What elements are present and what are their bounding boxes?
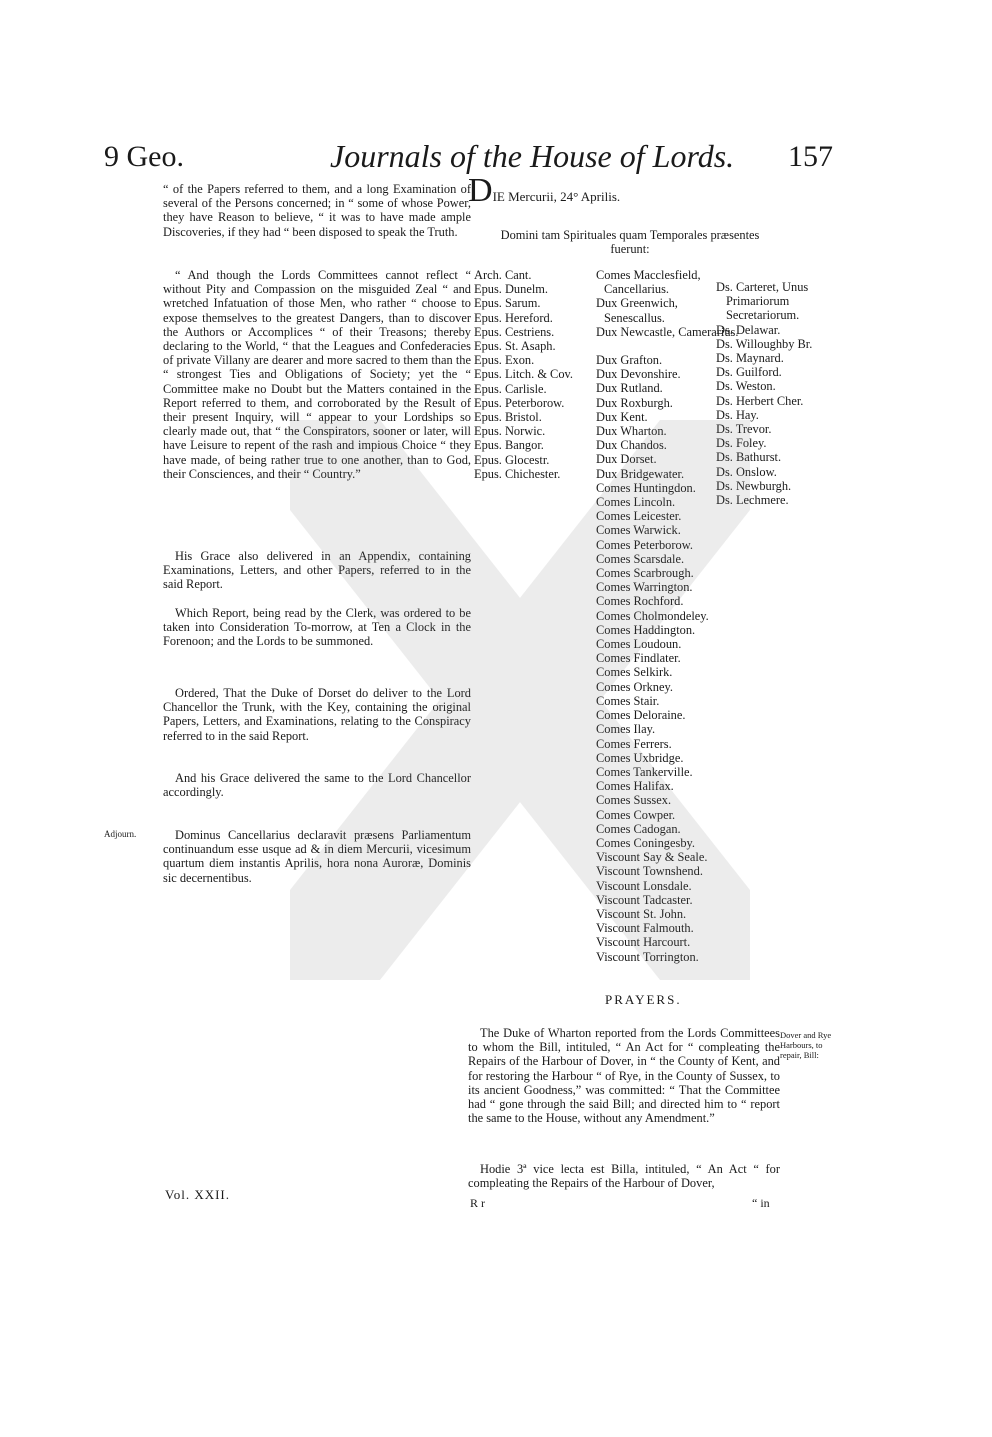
list-item: Comes Ferrers.: [596, 736, 672, 751]
list-item: Dux Roxburgh.: [596, 395, 673, 410]
list-item: Ds. Carteret, Unus: [716, 280, 809, 294]
list-item: Comes Huntingdon.: [596, 480, 696, 495]
list-item: Comes Ilay.: [596, 722, 656, 737]
list-item: Ds. Weston.: [716, 379, 776, 394]
list-item: Ds. Foley.: [716, 436, 767, 451]
list-item: Ds. Lechmere.: [716, 493, 789, 508]
list-item: Comes Cadogan.: [596, 821, 681, 836]
list-item: Viscount Torrington.: [596, 949, 699, 964]
list-item: Epus. Norwic.: [474, 424, 546, 439]
list-item: Comes Leicester.: [596, 509, 682, 524]
list-item: Comes Rochford.: [596, 594, 684, 609]
list-item: Epus. Sarum.: [474, 296, 541, 311]
list-item: Comes Halifax.: [596, 779, 674, 794]
list-item: Ds. Delawar.: [716, 322, 781, 337]
volume-label: Vol. XXII.: [165, 1187, 231, 1202]
right-column-para2: [468, 1162, 780, 1190]
list-item: Ds. Maynard.: [716, 351, 784, 366]
list-item: Epus. Litch. & Cov.: [474, 367, 574, 382]
paragraph: Hodie 3ª vice lecta est Billa, intituled, “ An Act “ for compleating the Repairs of the Harbour of Dover,: [468, 1162, 780, 1191]
list-item: Comes Orkney.: [596, 679, 673, 694]
list-item: Comes Coningesby.: [596, 835, 696, 850]
list-item: Ds. Guilford.: [716, 365, 782, 380]
left-column-para5: [163, 686, 471, 743]
list-item: Dux Kent.: [596, 409, 648, 424]
list-item: Viscount Tadcaster.: [596, 892, 693, 907]
list-item: Comes Lincoln.: [596, 495, 676, 510]
list-item: Epus. Peterborow.: [474, 395, 565, 410]
left-column-para2: [163, 268, 471, 481]
list-item: Comes Tankerville.: [596, 764, 693, 779]
list-item: Epus. Exon.: [474, 353, 535, 368]
domini-line: Domini tam Spirituales quam Temporales præsentes fuerunt:: [500, 228, 760, 256]
paragraph: Ordered, That the Duke of Dorset do deliver to the Lord Chancellor the Trunk, with the Key, containing the original Papers, Letters, and Examinations, relating to the Conspiracy referred to in the said Report.: [163, 686, 471, 743]
list-item: Comes Selkirk.: [596, 665, 673, 680]
list-item: Comes Cowper.: [596, 807, 676, 822]
running-head-left: 9 Geo.: [104, 140, 184, 173]
list-item: Comes Sussex.: [596, 793, 672, 808]
left-column: [163, 182, 471, 239]
list-item: Epus. Dunelm.: [474, 282, 548, 297]
list-item: Cancellarius.: [604, 282, 670, 297]
list-item: Comes Stair.: [596, 693, 660, 708]
list-item: Ds. Willoughby Br.: [716, 336, 813, 351]
list-item: Arch. Cant.: [474, 268, 532, 282]
list-item: Dux Wharton.: [596, 424, 667, 439]
list-item: Ds. Newburgh.: [716, 478, 792, 493]
list-item: Ds. Hay.: [716, 407, 759, 422]
list-item: Comes Scarbrough.: [596, 566, 694, 581]
paragraph: The Duke of Wharton reported from the Lords Committees to whom the Bill, intituled, “ An Act for “ compleating the Repairs of the Harbour of Dover, in “ the County of Kent, and for restoring the Harbour “ of Rye, in the County of Sussex, to its ancient Goodness,” was committed: “ That the Committee had “ gone through the said Bill; and directed him to “ report the same to the House, without any Amendment.”: [468, 1026, 780, 1126]
temporal-lords-right-list: [716, 280, 836, 507]
list-item: Ds. Trevor.: [716, 422, 772, 437]
list-item: Comes Cholmondeley.: [596, 608, 709, 623]
list-item: Comes Macclesfield,: [596, 268, 701, 282]
drop-initial: D: [468, 172, 493, 209]
list-item: Comes Findlater.: [596, 651, 681, 666]
paragraph: And his Grace delivered the same to the Lord Chancellor accordingly.: [163, 771, 471, 800]
list-item: Dux Chandos.: [596, 438, 667, 453]
left-column-para3: [163, 549, 471, 592]
list-item: Viscount Harcourt.: [596, 935, 691, 950]
catchword: “ in: [752, 1196, 770, 1210]
list-item: Viscount Lonsdale.: [596, 878, 692, 893]
list-item: Dux Bridgewater.: [596, 466, 685, 481]
list-item: Dux Newcastle, Camerarius.: [596, 324, 739, 339]
list-item: Dux Dorset.: [596, 452, 657, 467]
list-item: Comes Deloraine.: [596, 708, 686, 723]
right-column-para1: [468, 1026, 780, 1125]
margin-note-dover-rye: Dover and Rye Harbours, to repair, Bill:: [780, 1030, 832, 1060]
left-column-para7: [163, 828, 471, 885]
list-item: Comes Scarsdale.: [596, 551, 685, 566]
list-item: Epus. Cestriens.: [474, 324, 555, 339]
list-item: Epus. St. Asaph.: [474, 339, 556, 354]
paragraph: “ of the Papers referred to them, and a long Examination of several of the Persons concerned; in “ some of whose Power, they have Reason to believe, “ it was to have made ample Discoveries, if they had “ been disposed to speak the Truth.: [163, 182, 471, 239]
list-item: Comes Warwick.: [596, 523, 681, 538]
list-item: Dux Grafton.: [596, 353, 663, 368]
paragraph: Which Report, being read by the Clerk, was ordered to be taken into Consideration To-morrow, at Ten a Clock in the Forenoon; and the Lords to be summoned.: [163, 606, 471, 649]
spiritual-lords-list: [474, 268, 573, 481]
list-item: Ds. Herbert Cher.: [716, 393, 804, 408]
list-item: Viscount Say & Seale.: [596, 850, 708, 865]
left-column-para6: [163, 771, 471, 799]
list-item: Epus. Carlisle.: [474, 381, 547, 396]
list-item: Primariorum Secretariorum.: [726, 294, 800, 323]
list-item: Comes Haddington.: [596, 622, 696, 637]
list-item: Dux Rutland.: [596, 381, 663, 396]
list-item: Viscount Falmouth.: [596, 921, 694, 936]
list-item: Epus. Hereford.: [474, 310, 553, 325]
prayers-heading: PRAYERS.: [605, 992, 682, 1007]
list-item: Comes Uxbridge.: [596, 750, 684, 765]
list-item: Ds. Bathurst.: [716, 450, 782, 465]
die-heading-text: IE Mercurii, 24° Aprilis.: [492, 189, 621, 204]
list-item: Dux Greenwich,: [596, 296, 678, 311]
list-item: Epus. Bangor.: [474, 438, 544, 453]
margin-note-adjourn: Adjourn.: [104, 829, 137, 839]
list-item: Comes Peterborow.: [596, 537, 693, 552]
list-item: Epus. Bristol.: [474, 410, 542, 425]
list-item: Viscount St. John.: [596, 906, 687, 921]
list-item: Epus. Glocestr.: [474, 452, 550, 467]
die-heading: [468, 172, 788, 209]
list-item: Comes Warrington.: [596, 580, 693, 595]
list-item: Senescallus.: [604, 310, 665, 325]
running-head-title: Journals of the House of Lords.: [330, 138, 735, 174]
list-item: Epus. Chichester.: [474, 466, 561, 481]
list-item: Comes Loudoun.: [596, 637, 682, 652]
list-item: Ds. Onslow.: [716, 464, 777, 479]
list-item: Viscount Townshend.: [596, 864, 703, 879]
paragraph: Dominus Cancellarius declaravit præsens Parliamentum continuandum esse usque ad & in diem Mercurii, vicesimum quartum diem instantis Aprilis, hora nona Auroræ, Dominis sic decernentibus.: [163, 828, 471, 885]
left-column-para4: [163, 606, 471, 649]
list-item: Dux Devonshire.: [596, 367, 681, 382]
signature-mark: R r: [470, 1196, 485, 1210]
page-number: 157: [788, 140, 833, 173]
paragraph: His Grace also delivered in an Appendix, containing Examinations, Letters, and other Papers, referred to in the said Report.: [163, 549, 471, 592]
paragraph: “ And though the Lords Committees cannot reflect “ without Pity and Compassion on the misguided Zeal “ and wretched Infatuation of those Men, who rather “ choose to expose themselves to the greatest Dangers, than to discover the Authors or Accomplices “ of their Treasons; thereby declaring to the World, “ that the Leagues and Confederacies of private Villany are dearer and more sacred to them than the “ strongest Ties and Obligations of Society; yet the “ Committee make no Doubt but the Matters contained in the Report referred to them, and corroborated by the Result of their present Inquiry, will “ appear to your Lordships so clearly made out, that “ the Conspirators, sooner or later, will have Leisure to repent of the rash and impious Choice “ they have made, of being rather true to one another, than to God, their Consciences, and their “ Country.”: [163, 268, 471, 481]
